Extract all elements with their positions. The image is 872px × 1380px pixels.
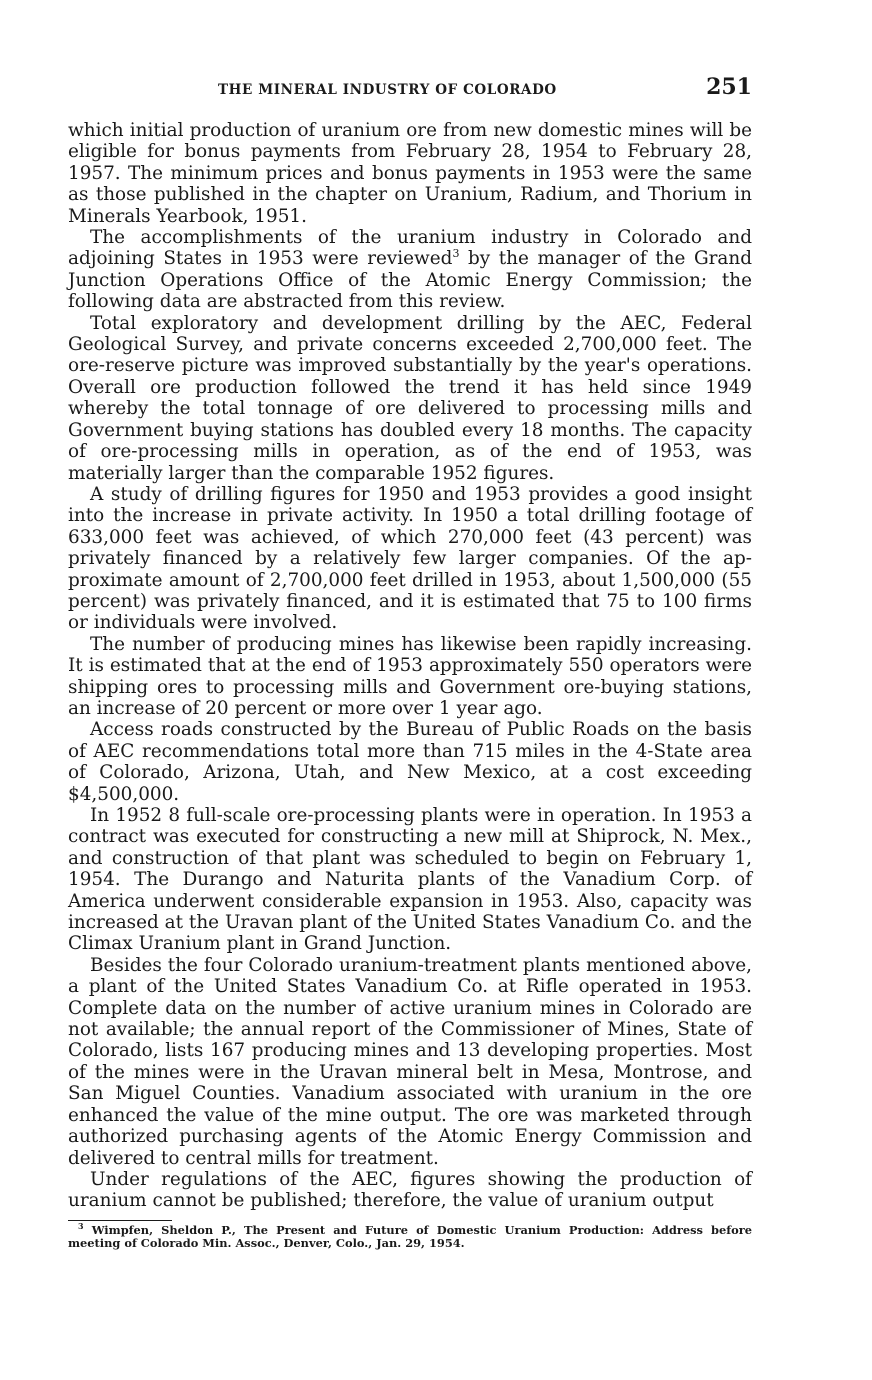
footnote: [68, 1220, 753, 1251]
footnote-text: Wimpfen, Sheldon P., The Present and Future of Domestic Uranium Production: Address before meeting of Colorado Min. Assoc., Denver, Colo., Jan. 29, 1954.: [68, 1222, 753, 1251]
page-number: 251: [706, 74, 752, 100]
paragraph-producing-mines: The number of producing mines has likewise been rapidly increasing. It is estimated that at the end of 1953 approximately 550 operators were shipping ores to processing mills and Government ore-buying stations, an increase of 20 percent or more over 1 year ago.: [68, 633, 752, 719]
body-text: [68, 120, 752, 1212]
document-page: [68, 74, 752, 1251]
running-head: THE MINERAL INDUSTRY OF COLORADO: [218, 82, 557, 98]
footnote-reference[interactable]: 3: [452, 247, 460, 261]
footnote-mark: 3: [78, 1220, 84, 1231]
paragraph-treatment-plants: Besides the four Colorado uranium-treatment plants mentioned above, a plant of the United States Vanadium Co. at Rifle operated in 1953. Complete data on the number of active uranium mines in Colorado are not available; the annual report of the Commissioner of Mines, State of Colorado, lists 167 producing mines and 13 developing properties. Most of the mines were in the Uravan mineral belt in Mesa, Montrose, and San Miguel Counties. Vanadium associated with uranium in the ore enhanced the value of the mine output. The ore was marketed through authorized purchasing agents of the Atomic Energy Commission and delivered to central mills for treatment.: [68, 954, 752, 1169]
page-header: [68, 74, 752, 108]
paragraph-bonus-payments: which initial production of uranium ore from new domestic mines will be eligible for bonus payments from February 28, 1954 to February 28, 1957. The minimum prices and bonus payments in 1953 were the same as those published in the chapter on Uranium, Radium, and Thorium in Minerals Yearbook, 1951.: [68, 120, 752, 227]
review-text-start: The accomplishments of the uranium industry in Colorado and adjoining States in 1953 were reviewed: [68, 227, 752, 270]
paragraph-review: [68, 227, 752, 313]
paragraph-regulations: Under regulations of the AEC, figures showing the production of uranium cannot be published; therefore, the value of uranium output: [68, 1168, 752, 1212]
paragraph-drilling-total: Total exploratory and development drilling by the AEC, Federal Geological Survey, and private concerns exceeded 2,700,000 feet. The ore-reserve picture was improved substantially by the year's operations. Overall ore production followed the trend it has held since 1949 whereby the total tonnage of ore delivered to processing mills and Government buying stations has doubled every 18 months. The capacity of ore-processing mills in operation, as of the end of 1953, was materially larger than the comparable 1952 figures.: [68, 312, 752, 484]
paragraph-access-roads: Access roads constructed by the Bureau of Public Roads on the basis of AEC recommendations total more than 715 miles in the 4-State area of Colorado, Arizona, Utah, and New Mexico, at a cost exceeding $4,500,000.: [68, 719, 752, 805]
paragraph-drilling-study: A study of drilling figures for 1950 and 1953 provides a good insight into the increase in private activity. In 1950 a total drilling footage of 633,000 feet was achieved, of which 270,000 feet (43 percent) was privately financed by a relatively few larger companies. Of the approximate amount of 2,700,000 feet drilled in 1953, about 1,500,000 (55 percent) was privately financed, and it is estimated that 75 to 100 firms or individuals were involved.: [68, 483, 752, 634]
paragraph-processing-plants: In 1952 8 full-scale ore-processing plants were in operation. In 1953 a contract was executed for constructing a new mill at Shiprock, N. Mex., and construction of that plant was scheduled to begin on February 1, 1954. The Durango and Naturita plants of the Vanadium Corp. of America underwent considerable expansion in 1953. Also, capacity was increased at the Uravan plant of the United States Vanadium Co. and the Climax Uranium plant in Grand Junction.: [68, 805, 752, 955]
review-text-end: by the manager of the Grand Junction Operations Office of the Atomic Energy Commission; the following data are abstracted from this review.: [68, 248, 753, 313]
